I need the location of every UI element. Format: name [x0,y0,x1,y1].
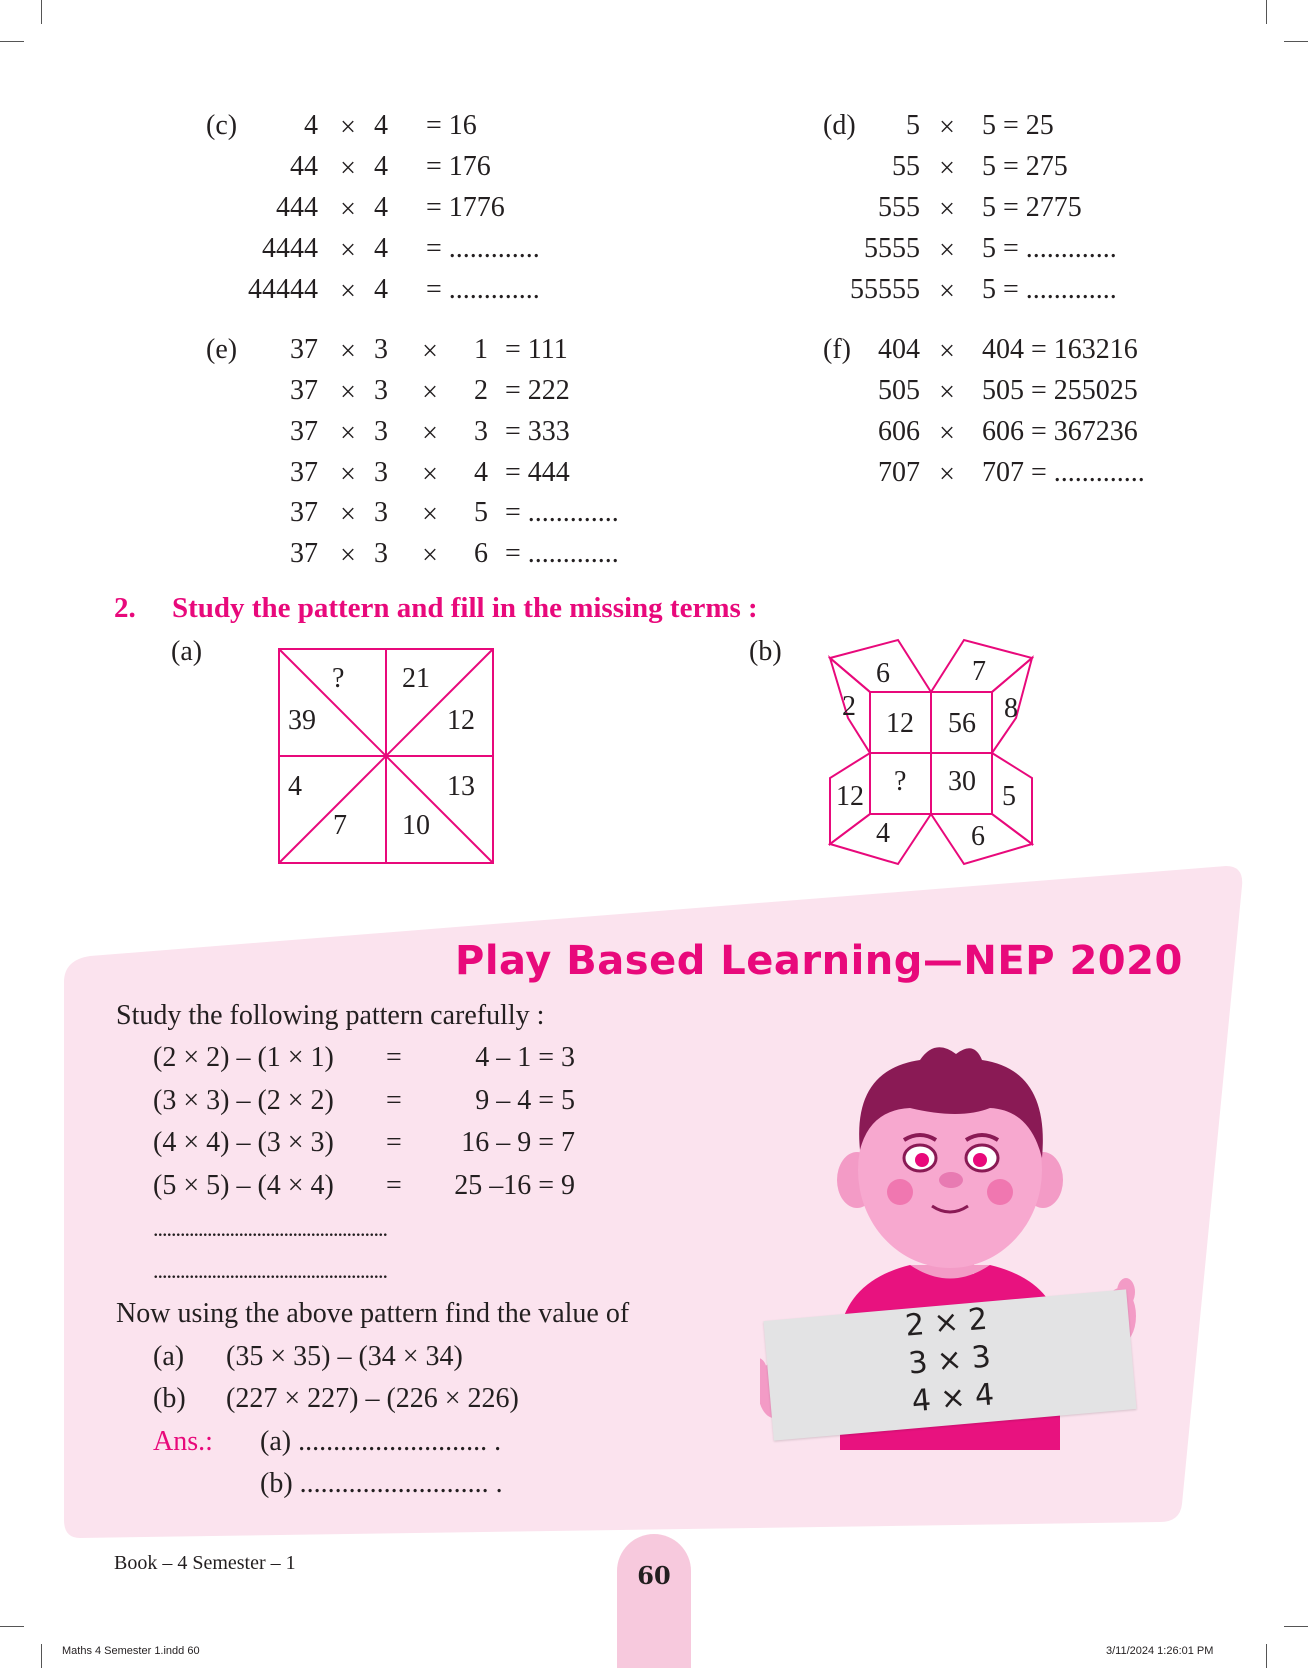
section-label: (d) [823,110,856,141]
result: = 16 [426,110,477,141]
pattern-lhs: (2 × 2) – (1 × 1) [153,1042,334,1073]
pattern-equals: = [386,1085,402,1116]
result: 505 = 255025 [982,375,1138,406]
times-sign: × [939,194,955,225]
times-sign: × [340,418,356,449]
operand: 404 [878,334,920,365]
figure-b-right-bottom: 5 [1002,781,1016,812]
pattern-equals: = [386,1170,402,1201]
blank-line: .................................................... [153,1258,387,1283]
times-sign: × [422,336,438,367]
pattern-equals: = [386,1042,402,1073]
times-sign: × [340,540,356,571]
result: 5 = 275 [982,151,1068,182]
slug-file-info: Maths 4 Semester 1.indd 60 [62,1645,200,1657]
figure-b-left-bottom: 12 [836,781,864,812]
operand: 3 [374,334,388,365]
result: = 222 [505,375,570,406]
operand: 4 [374,110,388,141]
operand: 55555 [850,274,920,305]
pattern-figure-b [828,638,1034,866]
times-sign: × [340,235,356,266]
question-a-label: (a) [153,1341,185,1372]
operand: 444 [276,192,318,223]
square-a-right-top: 12 [447,705,475,736]
pattern-rhs: 9 – 4 = 5 [475,1085,575,1116]
operand: 3 [374,538,388,569]
figure-b-center-tr: 56 [948,708,976,739]
pbl-instruction: Now using the above pattern find the value of [116,1298,630,1329]
times-sign: × [939,418,955,449]
result: = ............. [426,274,540,305]
crop-mark-top-right-h [1284,41,1308,42]
operand: 4 [374,151,388,182]
times-sign: × [422,459,438,490]
answer-label: Ans.: [153,1426,213,1457]
result: = 333 [505,416,570,447]
answer-b: (b) ........................... . [260,1468,503,1499]
board-line: 4 × 4 [910,1377,996,1420]
section-label: (e) [206,334,238,365]
operand: 3 [374,457,388,488]
operand: 37 [290,416,318,447]
operand: 1 [474,334,488,365]
pattern-lhs: (3 × 3) – (2 × 2) [153,1085,334,1116]
board-line: 3 × 3 [907,1339,993,1382]
operand: 5 [906,110,920,141]
times-sign: × [939,459,955,490]
result: 5 = 2775 [982,192,1082,223]
times-sign: × [939,377,955,408]
slug-timestamp: 3/11/2024 1:26:01 PM [1106,1645,1214,1657]
times-sign: × [340,459,356,490]
figure-b-right-top: 8 [1004,693,1018,724]
page-number: 60 [637,1561,671,1590]
result: = ............. [505,497,619,528]
operand: 37 [290,334,318,365]
pattern-rhs: 25 –16 = 9 [454,1170,575,1201]
operand: 37 [290,538,318,569]
page-number-tab [617,1534,691,1668]
times-sign: × [422,499,438,530]
figure-b-center-bl: ? [894,766,907,797]
figure-b-bottom-left: 4 [876,818,890,849]
operand: 4 [304,110,318,141]
question-b: (227 × 227) – (226 × 226) [226,1383,519,1414]
crop-mark-top-right-v [1266,0,1267,24]
square-a-top-left: ? [332,663,345,694]
times-sign: × [422,377,438,408]
crop-mark-bottom-left-h [0,1626,24,1627]
operand: 3 [374,416,388,447]
crop-mark-bottom-right-h [1284,1626,1308,1627]
pbl-title: Play Based Learning—NEP 2020 [455,938,1183,984]
operand: 5555 [864,233,920,264]
crop-mark-top-left-h [0,41,24,42]
result: 404 = 163216 [982,334,1138,365]
operand: 505 [878,375,920,406]
result: 707 = ............. [982,457,1145,488]
question-b-label: (b) [153,1383,186,1414]
times-sign: × [939,112,955,143]
result: = 176 [426,151,491,182]
question-title: Study the pattern and fill in the missing terms : [172,592,758,624]
times-sign: × [939,153,955,184]
operand: 555 [878,192,920,223]
crop-mark-bottom-right-v [1266,1644,1267,1668]
result: 5 = ............. [982,233,1117,264]
times-sign: × [939,276,955,307]
operand: 5 [474,497,488,528]
crop-mark-top-left-v [41,0,42,24]
footer-book-info: Book – 4 Semester – 1 [114,1552,296,1574]
operand: 55 [892,151,920,182]
times-sign: × [939,336,955,367]
result: = ............. [505,538,619,569]
blank-line: .................................................... [153,1216,387,1241]
question-a: (35 × 35) – (34 × 34) [226,1341,463,1372]
figure-b-top-right: 7 [972,656,986,687]
operand: 3 [474,416,488,447]
result: = 111 [505,334,568,365]
figure-b-left-top: 2 [842,691,856,722]
square-a-bottom-left: 7 [333,810,347,841]
operand: 4 [474,457,488,488]
operand: 37 [290,497,318,528]
times-sign: × [422,540,438,571]
figure-b-top-left: 6 [876,658,890,689]
operand: 606 [878,416,920,447]
square-a-right-bottom: 13 [447,771,475,802]
times-sign: × [340,336,356,367]
times-sign: × [340,153,356,184]
operand: 707 [878,457,920,488]
pattern-rhs: 16 – 9 = 7 [461,1127,575,1158]
square-a-left-bottom: 4 [288,771,302,802]
operand: 6 [474,538,488,569]
operand: 37 [290,375,318,406]
operand: 2 [474,375,488,406]
pattern-rhs: 4 – 1 = 3 [475,1042,575,1073]
operand: 4444 [262,233,318,264]
square-a-left-top: 39 [288,705,316,736]
crop-mark-bottom-left-v [41,1644,42,1668]
figure-b-bottom-right: 6 [971,821,985,852]
result: 5 = ............. [982,274,1117,305]
times-sign: × [340,194,356,225]
section-label: (f) [823,334,851,365]
times-sign: × [939,235,955,266]
operand: 4 [374,274,388,305]
pbl-intro: Study the following pattern carefully : [116,1000,545,1031]
operand: 37 [290,457,318,488]
operand: 44 [290,151,318,182]
times-sign: × [340,499,356,530]
answer-a: (a) ........................... . [260,1426,502,1457]
pattern-lhs: (5 × 5) – (4 × 4) [153,1170,334,1201]
question-number: 2. [114,592,136,624]
pattern-square-a [278,648,496,866]
result: = ............. [426,233,540,264]
operand: 3 [374,497,388,528]
result: = 1776 [426,192,505,223]
times-sign: × [340,377,356,408]
board-line: 2 × 2 [903,1301,989,1344]
pattern-lhs: (4 × 4) – (3 × 3) [153,1127,334,1158]
figure-b-label: (b) [749,636,782,667]
square-a-bottom-right: 10 [402,810,430,841]
pattern-equals: = [386,1127,402,1158]
operand: 44444 [248,274,318,305]
times-sign: × [422,418,438,449]
times-sign: × [340,276,356,307]
times-sign: × [340,112,356,143]
figure-b-center-br: 30 [948,766,976,797]
result: 606 = 367236 [982,416,1138,447]
result: = 444 [505,457,570,488]
square-a-top-right: 21 [402,663,430,694]
operand: 3 [374,375,388,406]
result: 5 = 25 [982,110,1054,141]
operand: 4 [374,192,388,223]
figure-a-label: (a) [171,636,203,667]
operand: 4 [374,233,388,264]
section-label: (c) [206,110,238,141]
figure-b-center-tl: 12 [886,708,914,739]
